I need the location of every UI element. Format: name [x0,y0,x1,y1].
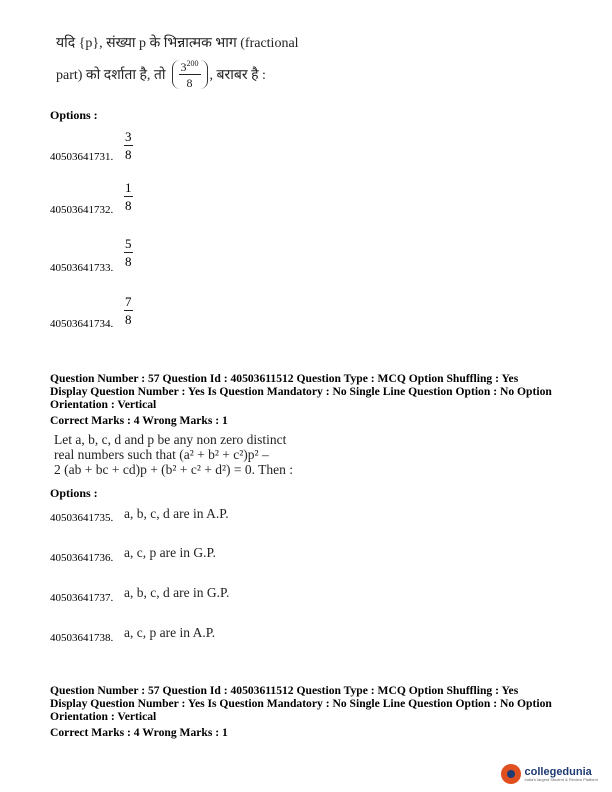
question-56-text-before: part) को दर्शाता है, तो [56,68,166,83]
option-4-text: a, c, p are in A.P. [124,625,216,640]
option-3-fraction: $\frac{5}{8}$ [125,236,132,269]
logo-tagline: India's largest Student & Review Platform [524,776,598,782]
logo-name: collegedunia [524,765,592,778]
fraction-denominator: 8 [186,76,193,90]
question-57-meta [50,372,590,411]
options-label: Options : [50,486,98,500]
fractional-part-braces [172,60,208,89]
question-57-stem [54,432,304,477]
question-57-repeat-meta [50,684,590,723]
option-3-id: 40503641737. [50,592,114,604]
fraction-numerator: $3^{200}$ [180,59,199,74]
question-57-meta-line-3: Orientation : Vertical [50,398,157,411]
option-1-id: 40503641731. [50,151,114,163]
logo-icon [501,764,521,784]
option-2-text: a, c, p are in G.P. [124,545,216,560]
option-1-text: a, b, c, d are in A.P. [124,506,229,521]
option-4-id: 40503641738. [50,632,114,644]
question-57-stem-line-3: 2 (ab + bc + cd)p + (b² + c² + d²) = 0. Then : [54,462,294,477]
question-56-text-after: , बराबर है : [209,68,266,83]
question-57-meta-line-1: Question Number : 57 Question Id : 40503611512 Question Type : MCQ Option Shuffling : Yes [50,372,519,385]
option-4-id: 40503641734. [50,318,114,330]
question-57-repeat-meta-line-3: Orientation : Vertical [50,710,157,723]
option-2-id: 40503641732. [50,204,114,216]
option-4-fraction: $\frac{7}{8}$ [125,294,132,327]
question-57-repeat-meta-line-2: Display Question Number : Yes Is Question Mandatory : No Single Line Question Option : No Option [50,697,552,710]
collegedunia-logo [501,764,598,784]
question-57-repeat-marks: Correct Marks : 4 Wrong Marks : 1 [50,726,228,739]
question-56-line-2 [56,60,266,89]
option-1-fraction: $\frac{3}{8}$ [125,129,132,162]
options-label: Options : [50,108,98,122]
option-2-id: 40503641736. [50,552,114,564]
question-57-meta-line-2: Display Question Number : Yes Is Question Mandatory : No Single Line Question Option : No Option [50,385,552,398]
question-56-line-1: यदि {p}, संख्या p के भिन्नात्मक भाग (fractional [56,36,299,51]
question-57-stem-line-2: real numbers such that (a² + b² + c²)p² – [54,447,269,462]
option-3-text: a, b, c, d are in G.P. [124,585,230,600]
option-3-id: 40503641733. [50,262,114,274]
fraction [179,60,201,89]
option-1-id: 40503641735. [50,512,114,524]
question-57-marks: Correct Marks : 4 Wrong Marks : 1 [50,414,228,427]
option-2-fraction: $\frac{1}{8}$ [125,180,132,213]
question-57-repeat-meta-line-1: Question Number : 57 Question Id : 40503611512 Question Type : MCQ Option Shuffling : Yes [50,684,519,697]
question-57-stem-line-1: Let a, b, c, d and p be any non zero distinct [54,432,287,447]
